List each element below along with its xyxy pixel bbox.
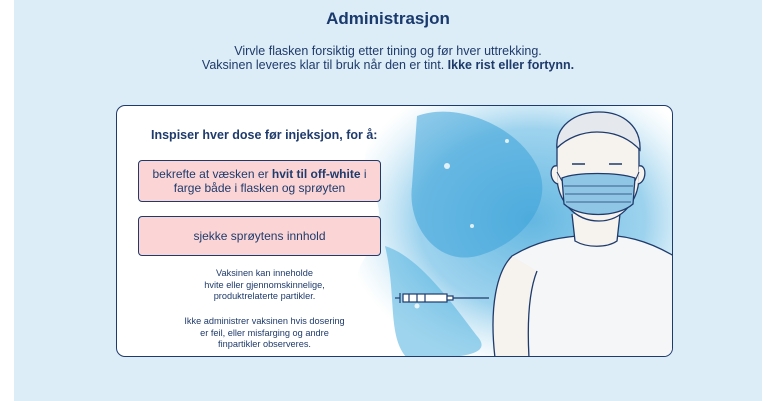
page-title: Administrasjon (326, 9, 450, 28)
particles-note-line: produktrelaterte partikler. (213, 291, 316, 301)
inspection-card (116, 105, 673, 357)
check-contents-box: sjekke sprøytens innhold (138, 216, 381, 256)
do-not-administer-line: Ikke administrer vaksinen hvis dosering (184, 316, 345, 326)
intro-line-2 (0, 58, 776, 72)
particles-note (157, 268, 372, 303)
inspection-heading: Inspiser hver dose før injeksjon, for å: (151, 128, 378, 142)
do-not-administer-line: er feil, eller misfarging og andre (200, 327, 329, 338)
check-color-line-2: farge både i flasken og sprøyten (173, 181, 346, 195)
do-not-administer-line: finpartikler observeres. (218, 339, 311, 349)
intro-warning: Ikke rist eller fortynn. (447, 58, 575, 72)
do-not-administer-note (157, 316, 372, 351)
check-color-highlight: hvit til off-white (271, 167, 361, 181)
intro-text (0, 44, 776, 72)
check-color-text-end: i (360, 167, 367, 181)
check-color-box (138, 160, 381, 202)
particles-note-line: hvite eller gjennomskinnelige, (204, 279, 325, 290)
intro-line-2-text: Vaksinen leveres klar til bruk når den er tint. (201, 58, 448, 72)
check-color-text: bekrefte at væsken er (152, 167, 272, 181)
particles-note-line: Vaksinen kan inneholde (216, 268, 313, 278)
intro-line-1: Virvle flasken forsiktig etter tining og før hver uttrekking. (234, 44, 542, 58)
